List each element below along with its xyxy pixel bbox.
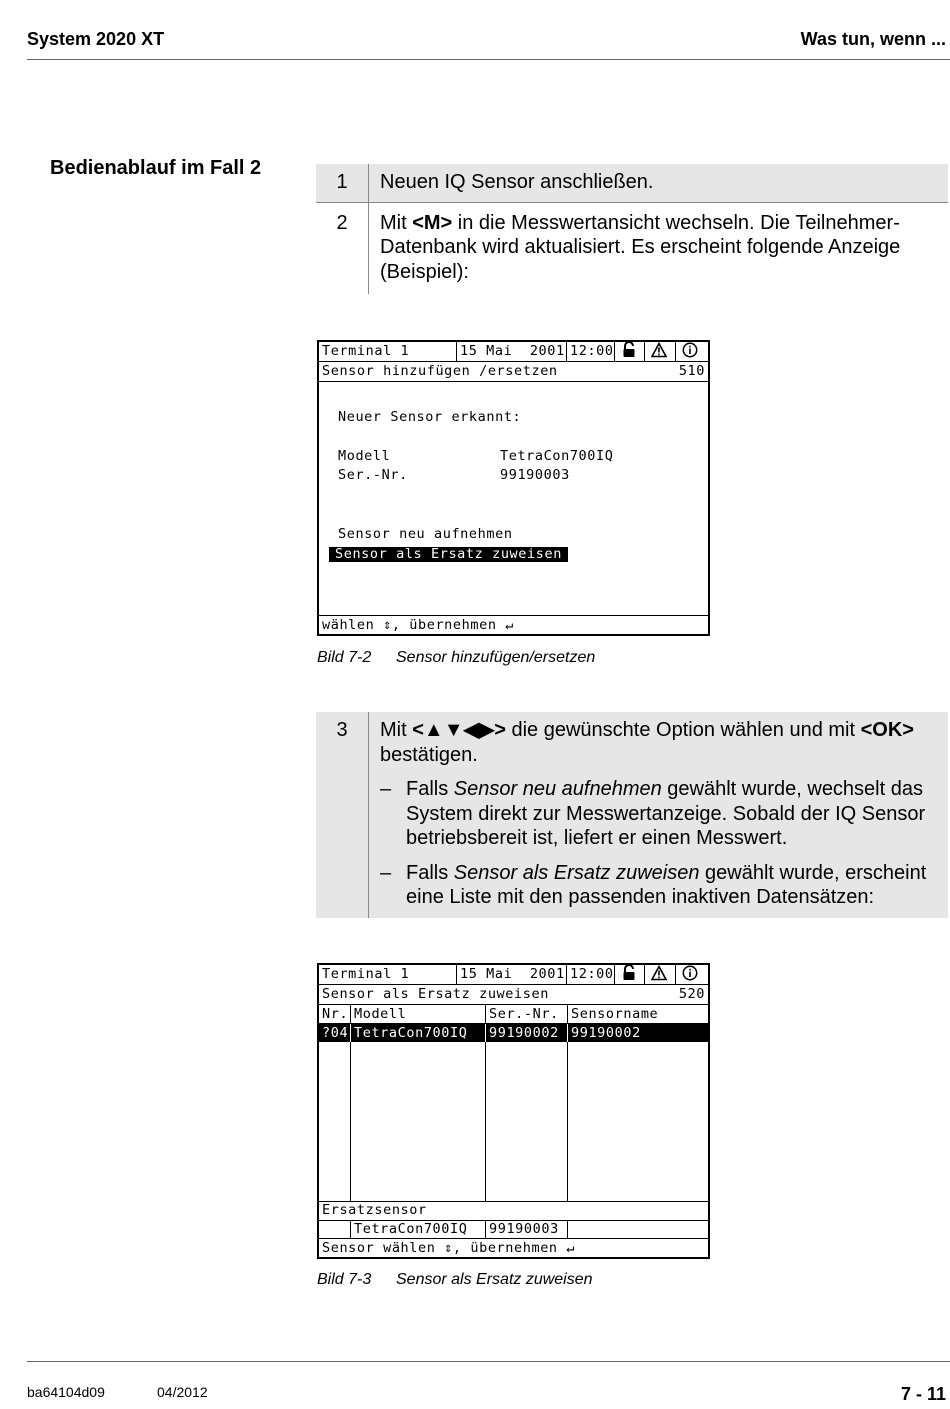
step-number: 1 — [316, 164, 369, 202]
terminal-label: Terminal 1 — [322, 966, 410, 982]
bullet-dash: – — [380, 778, 392, 800]
step-row-2 — [316, 202, 948, 294]
screen-title: Sensor hinzufügen /ersetzen — [322, 363, 558, 379]
bullet-item — [380, 861, 940, 910]
screen-code: 510 — [678, 363, 705, 379]
step-text: Neuen IQ Sensor anschließen. — [369, 164, 949, 202]
replacement-model: TetraCon700IQ — [354, 1221, 468, 1237]
step-text — [369, 202, 949, 294]
bullet-item — [380, 777, 940, 851]
bullet-dash: – — [380, 861, 392, 884]
running-header-title: System 2020 XT — [27, 29, 165, 49]
terminal-label: Terminal 1 — [322, 343, 410, 359]
row-serial: 99190002 — [489, 1025, 559, 1041]
figure-caption — [317, 1271, 593, 1289]
step-text-part: bestätigen. — [380, 743, 478, 766]
step-text-part: Mit — [380, 719, 413, 741]
screen-title-bar — [319, 985, 708, 1004]
key-label: <OK> — [860, 719, 914, 741]
side-heading: Bedienablauf im Fall 2 — [50, 157, 262, 179]
figure-caption — [317, 649, 595, 667]
figure-title: Sensor hinzufügen/ersetzen — [396, 649, 596, 666]
display-screen-add-replace — [317, 340, 710, 636]
column-header-sensorname: Sensorname — [571, 1006, 659, 1022]
document-date: 04/2012 — [157, 1384, 208, 1400]
bullet-text-part: Falls — [406, 861, 454, 884]
row-model: TetraCon700IQ — [354, 1025, 468, 1041]
display-screen-assign-replacement — [317, 963, 710, 1259]
time-label: 12:00 — [570, 343, 614, 359]
page-number: 7 - 11 — [900, 1384, 946, 1404]
running-header-section: Was tun, wenn ... — [800, 29, 946, 49]
figure-number: Bild 7-3 — [317, 1271, 372, 1288]
time-label: 12:00 — [570, 966, 614, 982]
key-label: <M> — [412, 211, 453, 234]
bullet-text-part: gewählt wurde, erscheint eine Liste mit den passenden inaktiven Datensätzen: — [406, 861, 927, 908]
menu-option-assign-replacement[interactable]: Sensor als Ersatz zuweisen — [329, 547, 568, 562]
step-number: 2 — [316, 202, 369, 294]
step-text-part: in die Messwertansicht wechseln. Die Teilnehmer-Datenbank wird aktualisiert. Es erscheint folgende Anzeige (Beispiel): — [380, 211, 901, 283]
screen-footer-hint: wählen ⇕, übernehmen ↵ — [322, 617, 515, 633]
figure-number: Bild 7-2 — [317, 649, 372, 666]
screen-title-bar — [319, 362, 708, 381]
step-text-part: die gewünschte Option wählen und mit — [505, 719, 861, 741]
column-header-serial: Ser.-Nr. — [489, 1006, 559, 1022]
menu-option-add-new[interactable]: Sensor neu aufnehmen — [338, 526, 513, 542]
detected-message: Neuer Sensor erkannt: — [338, 409, 522, 425]
emphasis: Sensor neu aufnehmen — [453, 778, 662, 800]
figure-title: Sensor als Ersatz zuweisen — [396, 1271, 593, 1288]
footer-divider — [27, 1361, 950, 1362]
serial-value: 99190003 — [500, 467, 570, 483]
serial-label: Ser.-Nr. — [338, 467, 408, 483]
replacement-serial: 99190003 — [489, 1221, 559, 1237]
date-label: 15 Mai 2001 — [460, 966, 565, 982]
step-number: 3 — [316, 712, 369, 918]
key-label: <▲▼◀▶> — [412, 719, 506, 741]
step-text-part: Mit — [380, 211, 413, 234]
screen-footer-hint: Sensor wählen ⇕, übernehmen ↵ — [322, 1240, 576, 1256]
column-header-nr: Nr. — [322, 1006, 349, 1022]
screen-code: 520 — [678, 986, 705, 1002]
row-nr: ?04 — [322, 1025, 349, 1041]
header-divider — [27, 59, 950, 60]
model-label: Modell — [338, 448, 391, 464]
screen-title: Sensor als Ersatz zuweisen — [322, 986, 549, 1002]
steps-table-1 — [316, 164, 948, 294]
row-sensorname: 99190002 — [571, 1025, 641, 1041]
column-header-model: Modell — [354, 1006, 407, 1022]
bullet-text-part: Falls — [406, 778, 454, 800]
replacement-row — [319, 1220, 708, 1239]
emphasis: Sensor als Ersatz zuweisen — [453, 861, 700, 884]
replacement-label: Ersatzsensor — [322, 1202, 427, 1218]
step-row-3 — [316, 712, 948, 918]
document-id: ba64104d09 — [27, 1384, 105, 1400]
step-text — [369, 712, 949, 918]
steps-table-2 — [316, 712, 948, 918]
date-label: 15 Mai 2001 — [460, 343, 565, 359]
status-bar — [319, 342, 708, 361]
table-row[interactable] — [319, 1024, 708, 1042]
step-row-1 — [316, 164, 948, 202]
bullet-text-part: gewählt wurde, wechselt das System direkt zur Messwertanzeige. Sobald der IQ Sensor betriebsbereit ist, liefert er einen Messwert. — [406, 778, 926, 849]
model-value: TetraCon700IQ — [500, 448, 614, 464]
status-bar — [319, 965, 708, 984]
table-header — [319, 1005, 708, 1024]
